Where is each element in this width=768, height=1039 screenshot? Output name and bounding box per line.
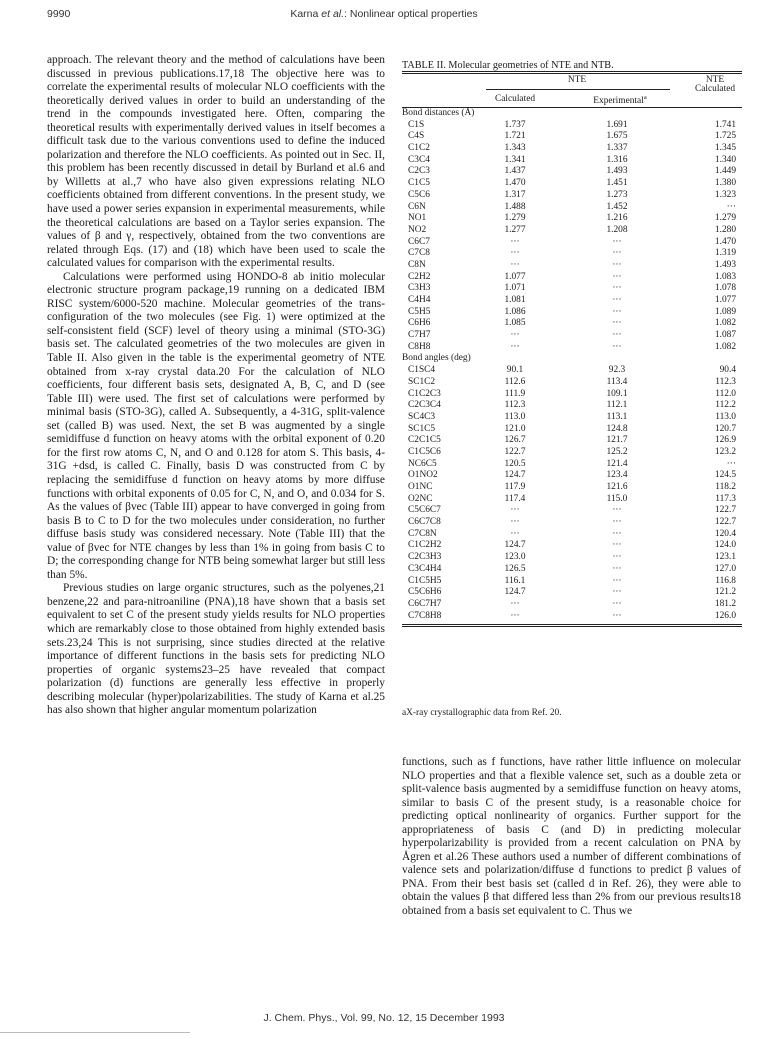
nte-calculated-value: 1.488 (504, 201, 526, 212)
bond-label: SC4C3 (408, 411, 436, 422)
table-row (402, 587, 742, 599)
bond-label: C6N (408, 201, 426, 212)
geometry-table (402, 71, 742, 627)
nte-experimental-value: ··· (612, 528, 622, 539)
ntb-calculated-value: 1.323 (714, 189, 736, 200)
ntb-calculated-value: 113.0 (715, 411, 736, 422)
nte-experimental-value: ··· (612, 505, 622, 516)
table-row (402, 330, 742, 342)
ntb-calculated-value: 1.345 (714, 143, 736, 154)
nte-experimental-value: ··· (612, 248, 622, 259)
ntb-calculated-value: 127.0 (714, 563, 736, 574)
table-row (402, 517, 742, 529)
table-row (402, 540, 742, 552)
nte-calculated-value: ··· (510, 341, 520, 352)
bond-label: SC1C2 (408, 376, 436, 387)
table-bottom-rule (402, 624, 742, 627)
bond-label: O2NC (408, 493, 433, 504)
bond-label: C8N (408, 259, 426, 270)
nte-experimental-value: 1.208 (606, 224, 628, 235)
section-label: Bond angles (deg) (402, 353, 471, 364)
section-label: Bond distances (Å) (402, 108, 475, 118)
table-row (402, 120, 742, 132)
nte-experimental-value: ··· (612, 295, 622, 305)
header-group-nte: NTE (567, 75, 587, 85)
ntb-calculated-value: 126.9 (714, 435, 736, 446)
bond-label: C1C5C6 (408, 446, 441, 457)
nte-experimental-value: ··· (612, 271, 622, 282)
table-row (402, 248, 742, 260)
bond-label: C1C5 (408, 178, 430, 189)
nte-calculated-value: 124.7 (504, 587, 526, 598)
nte-experimental-value: 1.316 (606, 154, 628, 165)
nte-experimental-value: ··· (612, 552, 622, 563)
nte-experimental-value: 125.2 (606, 446, 628, 457)
table-row (402, 377, 742, 389)
right-column (402, 756, 741, 919)
nte-calculated-value: 122.7 (504, 446, 526, 457)
table-row (402, 166, 742, 178)
nte-experimental-value: 1.452 (606, 201, 628, 212)
nte-calculated-value: 1.071 (504, 283, 526, 294)
ntb-calculated-value: 112.2 (715, 400, 736, 411)
table-row (402, 482, 742, 494)
table-row (402, 365, 742, 377)
nte-calculated-value: 1.343 (504, 143, 526, 154)
table-header-row-2 (402, 84, 742, 107)
table-row (402, 178, 742, 190)
nte-calculated-value: 117.9 (504, 482, 526, 492)
nte-experimental-value: 1.493 (606, 166, 628, 177)
ntb-calculated-value: 1.077 (714, 295, 736, 305)
bond-label: C3H3 (408, 283, 431, 294)
table-row (402, 283, 742, 295)
section-bond-angles (402, 353, 742, 365)
bond-label: C5C6H6 (408, 587, 442, 598)
nte-calculated-value: ··· (510, 505, 520, 516)
header-group-ntb: NTE (705, 75, 725, 85)
nte-experimental-value: ··· (612, 575, 622, 586)
ntb-calculated-value: 121.2 (714, 587, 736, 598)
nte-calculated-value: 126.5 (504, 563, 526, 574)
bond-label: NO2 (408, 224, 427, 235)
table-row (402, 599, 742, 611)
nte-experimental-value: 92.3 (608, 365, 626, 376)
nte-experimental-value: 109.1 (606, 388, 628, 399)
bond-label: O1NC (408, 482, 433, 492)
ntb-calculated-value: 1.089 (714, 306, 736, 317)
table-row (402, 307, 742, 319)
distance-rows (402, 120, 742, 354)
bond-label: NO1 (408, 213, 427, 224)
nte-experimental-value: ··· (612, 330, 622, 341)
nte-calculated-value: 1.279 (504, 213, 526, 224)
nte-calculated-value: ··· (510, 528, 520, 539)
bond-label: C1S (408, 119, 425, 130)
ntb-calculated-value: ··· (726, 201, 736, 212)
bond-label: C6C7C8 (408, 517, 441, 528)
ntb-calculated-value: 1.280 (714, 224, 736, 235)
page-header (0, 8, 768, 24)
table-row (402, 260, 742, 272)
nte-calculated-value: 116.1 (504, 575, 526, 586)
page-number: 9990 (47, 8, 71, 20)
bond-label: C5C6 (408, 189, 430, 200)
right-paragraph-1: functions, such as f functions, have rather little influence on molecular NLO properties and that a flexible valence set, such as a double zeta or split-valence basis augmented by a semidiffuse function on heavy atoms, similar to basis C of the present study, is a reasonable choice for predicting optical nonlinearity of organics. Further support for the appropriateness of basis C (and D) in predicting molecular hyperpolarizability is provided from a recent calculation on PNA by Ågren et al.26 These authors used a number of different combinations of valence sets and polarization/diffuse d functions to predict β values of PNA. From their best basis set (called d in Ref. 26), they were able to obtain the values β that differed less than 2% from our previous results18 obtained from a basis set equivalent to C. Thus we (402, 756, 741, 918)
nte-calculated-value: 126.7 (504, 435, 526, 446)
ntb-calculated-value: 1.082 (714, 341, 736, 352)
bond-label: C3C4H4 (408, 563, 442, 574)
nte-experimental-value: 123.4 (606, 470, 628, 481)
table-row (402, 295, 742, 307)
bond-label: C2H2 (408, 271, 431, 282)
table-row (402, 552, 742, 564)
nte-calculated-value: 1.317 (504, 189, 526, 200)
nte-experimental-value: ··· (612, 283, 622, 294)
bond-label: C4H4 (408, 295, 431, 305)
nte-experimental-value: 124.8 (606, 423, 628, 434)
ntb-calculated-value: ··· (726, 458, 736, 469)
table-row (402, 155, 742, 167)
nte-calculated-value: 120.5 (504, 458, 526, 469)
nte-experimental-value: 1.337 (606, 143, 628, 154)
bond-label: C6C7H7 (408, 598, 442, 609)
table-row (402, 576, 742, 588)
bond-label: C4S (408, 131, 425, 142)
ntb-calculated-value: 1.493 (714, 259, 736, 270)
ntb-calculated-value: 1.279 (714, 213, 736, 224)
nte-experimental-value: ··· (612, 563, 622, 574)
ntb-calculated-value: 122.7 (714, 505, 736, 516)
table-row (402, 611, 742, 623)
running-title-authors: Karna (290, 8, 319, 20)
bond-label: SC1C5 (408, 423, 436, 434)
bond-label: C7C8H8 (408, 610, 442, 621)
nte-calculated-value: ··· (510, 259, 520, 270)
nte-calculated-value: 111.9 (504, 388, 526, 399)
bond-label: C1C2C3 (408, 388, 441, 399)
bond-label: C6H6 (408, 318, 431, 329)
table-row (402, 505, 742, 517)
table-row (402, 202, 742, 214)
bond-label: C2C3H3 (408, 552, 442, 563)
page-footer: J. Chem. Phys., Vol. 99, No. 12, 15 December 1993 (263, 1012, 505, 1024)
header-calculated: Calculated (494, 94, 536, 104)
nte-experimental-value: 121.6 (606, 482, 628, 492)
table-row (402, 131, 742, 143)
bond-label: C3C4 (408, 154, 430, 165)
nte-calculated-value: ··· (510, 517, 520, 528)
nte-calculated-value: 90.1 (506, 365, 524, 376)
bond-label: C7C8N (408, 528, 437, 539)
bond-label: C8H8 (408, 341, 431, 352)
ntb-calculated-value: 1.470 (714, 236, 736, 247)
running-title (0, 8, 768, 20)
bond-label: C1C5H5 (408, 575, 442, 586)
table-footnote: aX-ray crystallographic data from Ref. 20. (402, 708, 562, 718)
ntb-calculated-value: 1.449 (714, 166, 736, 177)
nte-experimental-value: ··· (612, 587, 622, 598)
bond-label: C7C8 (408, 248, 430, 259)
section-bond-distances (402, 108, 742, 120)
nte-calculated-value: 1.470 (504, 178, 526, 189)
header-experimental (574, 94, 666, 106)
table-caption: TABLE II. Molecular geometries of NTE and NTB. (402, 60, 614, 71)
table-row (402, 400, 742, 412)
ntb-calculated-value: 90.4 (719, 365, 736, 376)
nte-calculated-value: 1.721 (504, 131, 526, 142)
ntb-calculated-value: 1.087 (714, 330, 736, 341)
ntb-calculated-value: 1.741 (714, 119, 736, 130)
ntb-calculated-value: 1.319 (714, 248, 736, 259)
header-ntb-calculated: Calculated (694, 84, 736, 94)
nte-experimental-value: ··· (612, 318, 622, 329)
nte-experimental-value: 1.216 (606, 213, 628, 224)
nte-calculated-value: 112.6 (504, 376, 526, 387)
nte-experimental-value: 1.273 (606, 189, 628, 200)
nte-calculated-value: 1.086 (504, 306, 526, 317)
table-row (402, 213, 742, 225)
nte-calculated-value: 1.085 (504, 318, 526, 329)
table-row (402, 470, 742, 482)
header-experimental-mark: a (643, 94, 647, 101)
nte-experimental-value: 115.0 (606, 493, 628, 504)
running-title-etal: et al. (321, 8, 345, 20)
table-row (402, 190, 742, 202)
nte-calculated-value: 1.081 (504, 295, 526, 305)
nte-calculated-value: ··· (510, 598, 520, 609)
table-row (402, 389, 742, 401)
ntb-calculated-value: 181.2 (714, 598, 736, 609)
nte-experimental-value: 121.4 (606, 458, 628, 469)
nte-calculated-value: 1.277 (504, 224, 526, 235)
ntb-calculated-value: 123.1 (714, 552, 736, 563)
footer-rule (0, 1032, 190, 1033)
ntb-calculated-value: 112.3 (715, 376, 736, 387)
ntb-calculated-value: 112.0 (715, 388, 736, 399)
bond-label: C2C1C5 (408, 435, 441, 446)
ntb-calculated-value: 1.340 (714, 154, 736, 165)
bond-label: C5C6C7 (408, 505, 441, 516)
bond-label: C6C7 (408, 236, 430, 247)
nte-experimental-value: 1.451 (606, 178, 628, 189)
ntb-calculated-value: 123.2 (714, 446, 736, 457)
nte-experimental-value: 1.675 (606, 131, 628, 142)
nte-experimental-value: ··· (612, 306, 622, 317)
ntb-calculated-value: 1.725 (714, 131, 736, 142)
ntb-calculated-value: 1.083 (714, 271, 736, 282)
ntb-calculated-value: 1.082 (714, 318, 736, 329)
nte-calculated-value: 112.3 (504, 400, 526, 411)
nte-calculated-value: 124.7 (504, 470, 526, 481)
bond-label: C2C3 (408, 166, 430, 177)
table-row (402, 143, 742, 155)
nte-calculated-value: 113.0 (504, 411, 526, 422)
table-row (402, 529, 742, 541)
nte-calculated-value: ··· (510, 330, 520, 341)
nte-experimental-value: ··· (612, 517, 622, 528)
ntb-calculated-value: 120.4 (714, 528, 736, 539)
ntb-calculated-value: 124.5 (714, 470, 736, 481)
table-row (402, 459, 742, 471)
bond-label: C1C2H2 (408, 540, 442, 551)
nte-calculated-value: ··· (510, 248, 520, 259)
bond-label: C1C2 (408, 143, 430, 154)
running-title-rest: : Nonlinear optical properties (344, 8, 478, 20)
nte-calculated-value: 1.077 (504, 271, 526, 282)
ntb-calculated-value: 118.2 (715, 482, 736, 492)
ntb-calculated-value: 124.0 (714, 540, 736, 551)
nte-experimental-value: ··· (612, 540, 622, 551)
nte-experimental-value: ··· (612, 259, 622, 270)
angle-rows (402, 365, 742, 622)
table-row (402, 412, 742, 424)
nte-calculated-value: 121.0 (504, 423, 526, 434)
table-row (402, 447, 742, 459)
left-paragraph-3: Previous studies on large organic structures, such as the polyenes,21 benzene,22 and para-nitroaniline (PNA),18 have shown that a basis set equivalent to set C of the present study yields results for NLO properties which are remarkably close to those obtained from highly extended basis sets.23,24 This is not surprising, since studies directed at the relative importance of different functions in the basis sets for predicting NLO properties of organic systems23–25 have revealed that compact polarization (d) functions are generally less effective in properly describing molecular (hyper)polarizabilities. The study of Karna et al.25 has also shown that higher angular momentum polarization (47, 582, 385, 717)
nte-experimental-value: 112.1 (606, 400, 628, 411)
bond-label: C7H7 (408, 330, 431, 341)
nte-calculated-value: 1.737 (504, 119, 526, 130)
nte-experimental-value: ··· (612, 598, 622, 609)
nte-calculated-value: 1.437 (504, 166, 526, 177)
ntb-calculated-value: 126.0 (714, 610, 736, 621)
header-experimental-text: Experimental (593, 96, 644, 107)
table-row (402, 237, 742, 249)
ntb-calculated-value: 1.078 (714, 283, 736, 294)
nte-experimental-value: ··· (612, 610, 622, 621)
left-paragraph-2: Calculations were performed using HONDO-8 ab initio molecular electronic structure program package,19 running on a dedicated IBM RISC system/6000-520 machine. Molecular geometries of the trans-configuration of the two molecules (see Fig. 1) were optimized at the self-consistent field (SCF) level of theory using a minimal (STO-3G) basis set. The calculated geometries of the two molecules are given in Table II. Also given in the table is the experimental geometry of NTE obtained from x-ray crystal data.20 For the calculation of NLO coefficients, four different basis sets, designated A, B, C, and D (see Table III) were used. The first set of calculations were performed by minimal basis (STO-3G), called A. Subsequently, a 4-31G, split-valence set (called B) was used. Next, the set B was augmented by a single semidiffuse d function on heavy atoms with the orbital exponent of 0.20 for the first row atoms C, N, and O and 0.128 for atom S. This basis, 4-31G +dsd, is called C. Finally, basis D was constructed from C by replacing the semidiffuse d function on heavy atoms by more diffuse functions with orbital exponents of 0.05 for C, N, and O, and 0.034 for S. As the values of βvec (Table III) appear to have converged in going from basis B to C to D for the two molecules under consideration, no further diffuse basis study was considered necessary. Note (Table III) that the value of βvec for NTE changes by less than 1% in going from basis C to D; the corresponding change for NTB being somewhat larger but still less than 5%. (47, 270, 385, 581)
bond-label: NC6C5 (408, 458, 437, 469)
nte-experimental-value: 113.4 (606, 376, 628, 387)
table-row (402, 272, 742, 284)
bond-label: O1NO2 (408, 470, 438, 481)
nte-calculated-value: ··· (510, 610, 520, 621)
table-row (402, 225, 742, 237)
table-row (402, 342, 742, 354)
table-row (402, 424, 742, 436)
nte-calculated-value: ··· (510, 236, 520, 247)
nte-calculated-value: 124.7 (504, 540, 526, 551)
table-row (402, 564, 742, 576)
nte-experimental-value: 121.7 (606, 435, 628, 446)
table-row (402, 494, 742, 506)
table-row (402, 435, 742, 447)
nte-experimental-value: ··· (612, 236, 622, 247)
nte-experimental-value: 113.1 (606, 411, 628, 422)
bond-label: C1SC4 (408, 365, 436, 376)
bond-label: C2C3C4 (408, 400, 441, 411)
nte-calculated-value: 117.4 (504, 493, 526, 504)
left-paragraph-1: approach. The relevant theory and the method of calculations have been discussed in previous publications.17,18 The objective here was to correlate the experimental results of molecular NLO coefficients with the theoretically derived values in order to build an understanding of the trend in the compounds investigated here. Often, comparing the theoretical results with experimentally derived values in itself becomes a difficult task due to the various conventions used to define the induced polarization and therefore the NLO coefficients. As pointed out in Sec. II, this problem has been recently discussed in detail by Burland et al.6 and by Willetts at al.,7 who have also given expressions relating NLO coefficients obtained from different conventions. In the present study, we have used a power series expansion in experimental measurements, while the theoretical calculations are based on a Taylor series expansion. The values of β and γ, respectively, obtained from the two conventions are related through Eqs. (17) and (18) which have been used to scale the calculated values for comparison with the experimental results. (47, 54, 385, 270)
bond-label: C5H5 (408, 306, 431, 317)
left-column (47, 54, 385, 718)
ntb-calculated-value: 116.8 (715, 575, 736, 586)
ntb-calculated-value: 120.7 (714, 423, 736, 434)
ntb-calculated-value: 117.3 (715, 493, 736, 504)
nte-experimental-value: ··· (612, 341, 622, 352)
nte-calculated-value: 1.341 (504, 154, 526, 165)
nte-experimental-value: 1.691 (606, 119, 628, 130)
ntb-calculated-value: 122.7 (714, 517, 736, 528)
table-row (402, 318, 742, 330)
ntb-calculated-value: 1.380 (714, 178, 736, 189)
nte-calculated-value: 123.0 (504, 552, 526, 563)
